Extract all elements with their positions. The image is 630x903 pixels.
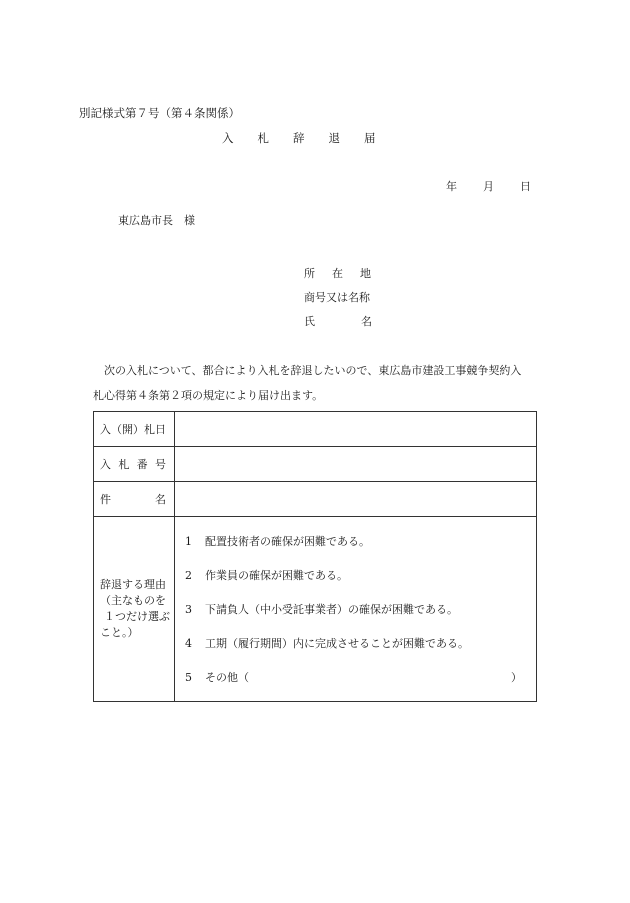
bid-date-field[interactable] [175, 412, 537, 447]
reason-label-line-4: こと。） [100, 626, 139, 639]
addressee-honorific: 様 [184, 214, 195, 227]
date-line [446, 178, 531, 194]
reason-label-line-3: １つだけ選ぶ [104, 610, 170, 623]
addressee-name: 東広島市長 [118, 214, 173, 227]
addressee [118, 212, 195, 228]
other-close-paren: ） [511, 671, 522, 684]
table-row-reason [94, 517, 537, 702]
applicant-address-label: 所在地 [304, 267, 388, 280]
table-row-bid-date [94, 412, 537, 447]
reason-option-1[interactable]: 1 配置技術者の確保が困難である。 [185, 534, 370, 548]
bid-number-label: 入 札 番 号 [94, 447, 175, 482]
reason-option-5-other[interactable]: 5 その他（ ） [185, 670, 522, 684]
reason-label-line-1: 辞退する理由 [100, 578, 166, 591]
date-year-label: 年 [446, 180, 457, 193]
date-day-label: 日 [520, 180, 531, 193]
date-month-label: 月 [483, 180, 494, 193]
intro-text [93, 358, 563, 408]
subject-field[interactable] [175, 482, 537, 517]
reason-option-4[interactable]: 4 工期（履行期間）内に完成させることが困難である。 [185, 636, 469, 650]
document-title: 入札辞退届 [222, 131, 400, 145]
table-row-subject [94, 482, 537, 517]
reason-options [175, 517, 537, 702]
reason-label-line-2: （主なものを [100, 594, 166, 607]
other-label: その他（ [205, 671, 249, 684]
applicant-company-label: 商号又は名称 [304, 291, 370, 304]
intro-line-2: 札心得第４条第２項の規定により届け出ます。 [93, 389, 324, 402]
subject-label: 件 名 [94, 482, 175, 517]
bid-date-label: 入（開）札日 [94, 412, 175, 447]
form-number: 別記様式第７号（第４条関係） [79, 106, 240, 120]
bid-withdrawal-table [93, 411, 537, 702]
intro-line-1: 次の入札について、都合により入札を辞退したいので、東広島市建設工事競争契約入 [104, 364, 522, 377]
reason-label [94, 517, 175, 702]
reason-option-3[interactable]: 3 下請負人（中小受託事業者）の確保が困難である。 [185, 602, 458, 616]
bid-number-field[interactable] [175, 447, 537, 482]
reason-option-2[interactable]: 2 作業員の確保が困難である。 [185, 568, 348, 582]
applicant-name-label: 氏名 [304, 315, 418, 328]
table-row-bid-number [94, 447, 537, 482]
